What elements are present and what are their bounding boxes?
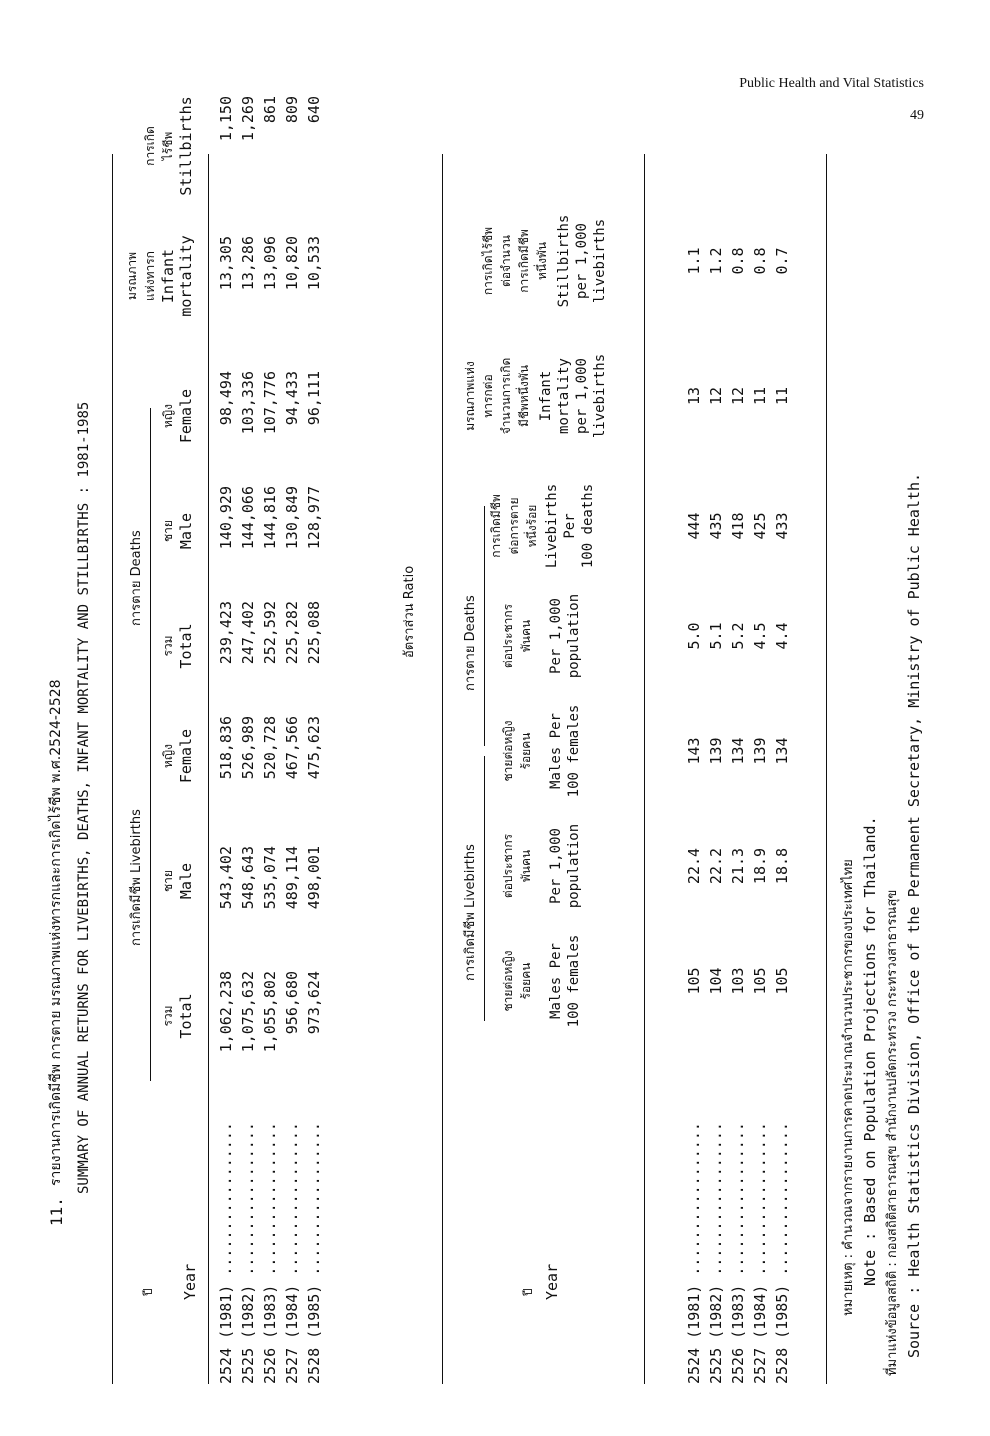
- t1-d-male-en: Male: [177, 512, 195, 550]
- t2-lbpd-h6: 100 deaths: [580, 483, 596, 569]
- t1-livebirths-group: การเกิดมีชีพ Livebirths: [129, 809, 144, 946]
- title-thai: รายงานการเกิดมีชีพ การตาย มรณภาพแห่งทารกและการเกิดไร้ชีพ พ.ศ.2524-2528: [48, 679, 64, 1186]
- t2-lb-sex: 105: [773, 967, 791, 995]
- t1-lb-male-th: ชาย: [161, 870, 175, 892]
- t1-lb-female: 520,728: [261, 716, 279, 780]
- t1-row-year: 2526 (1983) .................: [261, 1122, 279, 1384]
- t2-d-pop: 5.2: [729, 622, 747, 650]
- t2-d-sex-h2: ร้อยคน: [519, 732, 533, 770]
- t1-infant-en1: Infant: [159, 248, 177, 304]
- t2-ir-h2: ทารกต่อ: [481, 374, 495, 418]
- source-thai: ที่มาแห่งข้อมูลสถิติ : กองสถิติสาธารณสุข สำนักงานปลัดกระทรวง กระทรวงสาธารณสุข: [885, 889, 900, 1376]
- t2-d-pop: 4.5: [751, 622, 769, 650]
- t1-d-female-en: Female: [177, 388, 195, 444]
- t2-still-rate: 0.7: [773, 247, 791, 275]
- t2-lb-sex: 105: [751, 967, 769, 995]
- t2-d-pop-h1: ต่อประชากร: [501, 603, 515, 669]
- t2-d-sex: 139: [751, 737, 769, 765]
- t2-lbpd-h5: Per: [562, 513, 578, 539]
- t1-lb-total: 1,062,238: [217, 971, 235, 1053]
- t2-lb-pop: 22.4: [685, 847, 703, 885]
- t2-lb-sex: 105: [685, 967, 703, 995]
- t1-lb-female-th: หญิง: [161, 744, 175, 768]
- t2-sr-h5: Stillbirths: [556, 214, 572, 308]
- t1-lb-male: 498,001: [305, 846, 323, 910]
- t1-d-total: 252,592: [261, 601, 279, 665]
- t1-deaths-rule: [150, 408, 151, 658]
- t1-lb-female: 475,623: [305, 716, 323, 780]
- t2-lb-sex-h2: ร้อยคน: [519, 962, 533, 1000]
- t1-still: 1,150: [217, 96, 235, 142]
- t2-lb-sex: 104: [707, 967, 725, 995]
- t1-livebirths-rule: [150, 641, 151, 1081]
- t1-still-th2: ไร้ชีพ: [161, 131, 175, 161]
- t2-lb-per-death: 418: [729, 512, 747, 540]
- t2-lb-pop: 21.3: [729, 847, 747, 885]
- t2-d-sex: 134: [773, 737, 791, 765]
- source-english: Source : Health Statistics Division, Office of the Permanent Secretary, Ministry of Public Health.: [905, 472, 923, 1358]
- t2-d-sex: 139: [707, 737, 725, 765]
- t2-lb-per-death: 425: [751, 512, 769, 540]
- t2-infant-rate: 13: [685, 386, 703, 406]
- t1-d-total: 225,282: [283, 601, 301, 665]
- t1-d-female: 94,433: [283, 371, 301, 426]
- t2-still-rate: 1.2: [707, 247, 725, 275]
- page-number: 49: [910, 108, 924, 123]
- t2-lb-pop: 18.8: [773, 847, 791, 885]
- t1-d-total-th: รวม: [161, 635, 175, 657]
- t1-d-male: 128,977: [305, 486, 323, 550]
- t2-lbpd-h1: การเกิดมีชีพ: [489, 494, 503, 558]
- t2-infant-rate: 12: [707, 386, 725, 406]
- t2-d-pop-h3: Per 1,000: [548, 598, 564, 674]
- t2-row-year: 2527 (1984) .................: [751, 1122, 769, 1384]
- t2-lb-pop-h1: ต่อประชากร: [501, 833, 515, 899]
- t2-d-pop: 5.0: [685, 622, 703, 650]
- t2-lbpd-h3: หนึ่งร้อย: [525, 504, 539, 548]
- t1-d-total: 225,088: [305, 601, 323, 665]
- t1-lb-female: 518,836: [217, 716, 235, 780]
- t1-lb-male: 543,402: [217, 846, 235, 910]
- t1-d-male: 140,929: [217, 486, 235, 550]
- t1-lb-total-th: รวม: [161, 1005, 175, 1027]
- t1-d-total: 239,423: [217, 601, 235, 665]
- t2-ir-h6: mortality: [556, 358, 572, 434]
- t1-infant-en2: mortality: [177, 235, 195, 317]
- note-thai: หมายเหตุ : คำนวณจากรายงานการคาดประมาณจำนวนประชากรของประเทศไทย: [841, 859, 856, 1316]
- t1-lb-total-en: Total: [177, 993, 195, 1039]
- t2-d-pop: 4.4: [773, 622, 791, 650]
- t1-lb-female: 467,566: [283, 716, 301, 780]
- t2-sr-h7: livebirths: [592, 218, 608, 304]
- t1-still: 861: [261, 96, 279, 124]
- t1-still: 1,269: [239, 96, 257, 142]
- t1-d-female: 96,111: [305, 371, 323, 426]
- t2-lb-sex-h1: ชายต่อหญิง: [501, 950, 515, 1012]
- t2-year-thai: ปี: [521, 1288, 535, 1296]
- t2-deaths-group: การตาย Deaths: [463, 595, 478, 691]
- t1-d-male-th: ชาย: [161, 520, 175, 542]
- t1-d-female-th: หญิง: [161, 404, 175, 428]
- table2-bottom-rule: [826, 154, 827, 1384]
- t2-deaths-rule: [484, 506, 485, 746]
- t2-sr-h1: การเกิดไร้ชีพ: [481, 226, 495, 296]
- table1-header-rule: [208, 154, 209, 1384]
- ratio-label: อัตราส่วน Ratio: [402, 565, 417, 658]
- t1-infant: 13,286: [239, 236, 257, 291]
- t2-lb-sex: 103: [729, 967, 747, 995]
- t2-lb-per-death: 433: [773, 512, 791, 540]
- t2-d-pop-h4: population: [566, 593, 582, 679]
- t1-infant-th1: มรณภาพ: [125, 251, 139, 301]
- t2-d-sex: 134: [729, 737, 747, 765]
- t1-d-female: 103,336: [239, 371, 257, 435]
- t2-infant-rate: 12: [729, 386, 747, 406]
- t2-lb-pop-h2: พันคน: [519, 849, 533, 883]
- t1-infant: 10,533: [305, 236, 323, 291]
- t2-livebirths-rule: [484, 756, 485, 1021]
- t1-row-year: 2524 (1981) .................: [217, 1122, 235, 1384]
- t2-sr-h6: per 1,000: [574, 223, 590, 299]
- t1-lb-total: 1,055,802: [261, 971, 279, 1053]
- t1-year-thai: ปี: [141, 1288, 155, 1296]
- t2-d-sex-h4: 100 females: [566, 704, 582, 798]
- t1-infant: 13,096: [261, 236, 279, 291]
- t2-ir-h4: มีชีพหนึ่งพัน: [517, 364, 531, 428]
- t1-d-total: 247,402: [239, 601, 257, 665]
- t1-d-female: 98,494: [217, 371, 235, 426]
- t1-year-english: Year: [181, 1263, 199, 1300]
- t2-row-year: 2524 (1981) .................: [685, 1122, 703, 1384]
- t2-lb-pop-h3: Per 1,000: [548, 828, 564, 904]
- t1-lb-male: 548,643: [239, 846, 257, 910]
- t1-d-male: 144,816: [261, 486, 279, 550]
- t2-row-year: 2528 (1985) .................: [773, 1122, 791, 1384]
- note-english: Note : Based on Population Projections for Thailand.: [861, 816, 879, 1286]
- t2-d-sex-h1: ชายต่อหญิง: [501, 720, 515, 782]
- t2-sr-h4: หนึ่งพัน: [535, 241, 549, 281]
- t2-ir-h5: Infant: [538, 370, 554, 422]
- t2-still-rate: 1.1: [685, 247, 703, 275]
- t2-still-rate: 0.8: [729, 247, 747, 275]
- t1-row-year: 2527 (1984) .................: [283, 1122, 301, 1384]
- t1-lb-total: 1,075,632: [239, 971, 257, 1053]
- t2-lb-pop-h4: population: [566, 823, 582, 909]
- t2-lb-pop: 18.9: [751, 847, 769, 885]
- table2-top-rule: [442, 154, 443, 1384]
- t2-year-english: Year: [543, 1263, 561, 1300]
- t2-lb-per-death: 435: [707, 512, 725, 540]
- t2-sr-h3: การเกิดมีชีพ: [517, 229, 531, 293]
- t2-d-pop-h2: พันคน: [519, 619, 533, 653]
- t2-lbpd-h2: ต่อการตาย: [507, 497, 521, 555]
- t2-lb-per-death: 444: [685, 512, 703, 540]
- t2-still-rate: 0.8: [751, 247, 769, 275]
- t1-lb-female-en: Female: [177, 728, 195, 784]
- t1-still-th1: การเกิด: [143, 126, 157, 166]
- t1-still-en: Stillbirths: [177, 96, 195, 196]
- t1-infant: 13,305: [217, 236, 235, 291]
- t2-ir-h3: จำนวนการเกิด: [499, 357, 513, 435]
- t1-d-male: 130,849: [283, 486, 301, 550]
- t2-ir-h7: per 1,000: [574, 358, 590, 434]
- t2-livebirths-group: การเกิดมีชีพ Livebirths: [463, 844, 478, 981]
- table1-top-rule: [112, 154, 113, 1384]
- t1-infant: 10,820: [283, 236, 301, 291]
- t2-lbpd-h4: Livebirths: [544, 483, 560, 569]
- t2-ir-h8: livebirths: [592, 353, 608, 439]
- t1-lb-male: 535,074: [261, 846, 279, 910]
- t1-row-year: 2525 (1982) .................: [239, 1122, 257, 1384]
- t2-lb-sex-h3: Males Per: [548, 943, 564, 1019]
- t1-lb-total: 973,624: [305, 971, 323, 1035]
- t2-d-sex-h3: Males Per: [548, 713, 564, 789]
- t2-ir-h1: มรณภาพแห่ง: [463, 361, 477, 431]
- t1-still: 809: [283, 96, 301, 124]
- t1-lb-male-en: Male: [177, 862, 195, 900]
- t1-lb-total: 956,680: [283, 971, 301, 1035]
- t2-infant-rate: 11: [751, 386, 769, 406]
- t2-row-year: 2525 (1982) .................: [707, 1122, 725, 1384]
- t1-still: 640: [305, 96, 323, 124]
- t2-row-year: 2526 (1983) .................: [729, 1122, 747, 1384]
- t1-d-female: 107,776: [261, 371, 279, 435]
- t1-d-total-en: Total: [177, 623, 195, 669]
- t2-d-pop: 5.1: [707, 622, 725, 650]
- t1-row-year: 2528 (1985) .................: [305, 1122, 323, 1384]
- title-english: SUMMARY OF ANNUAL RETURNS FOR LIVEBIRTHS, DEATHS, INFANT MORTALITY AND STILLBIRTHS : 1981-1985: [76, 401, 92, 1194]
- table-number: 11.: [47, 1197, 66, 1226]
- t1-lb-male: 489,114: [283, 846, 301, 910]
- section-title: Public Health and Vital Statistics: [739, 76, 924, 91]
- t1-d-male: 144,066: [239, 486, 257, 550]
- t2-lb-sex-h4: 100 females: [566, 934, 582, 1028]
- t1-deaths-group: การตาย Deaths: [129, 530, 144, 626]
- t2-infant-rate: 11: [773, 386, 791, 406]
- t1-lb-female: 526,989: [239, 716, 257, 780]
- table2-header-rule: [644, 154, 645, 1384]
- t2-d-sex: 143: [685, 737, 703, 765]
- t1-infant-th2: แห่งทารก: [143, 251, 157, 301]
- t2-sr-h2: ต่อจำนวน: [499, 235, 513, 287]
- t2-lb-pop: 22.2: [707, 847, 725, 885]
